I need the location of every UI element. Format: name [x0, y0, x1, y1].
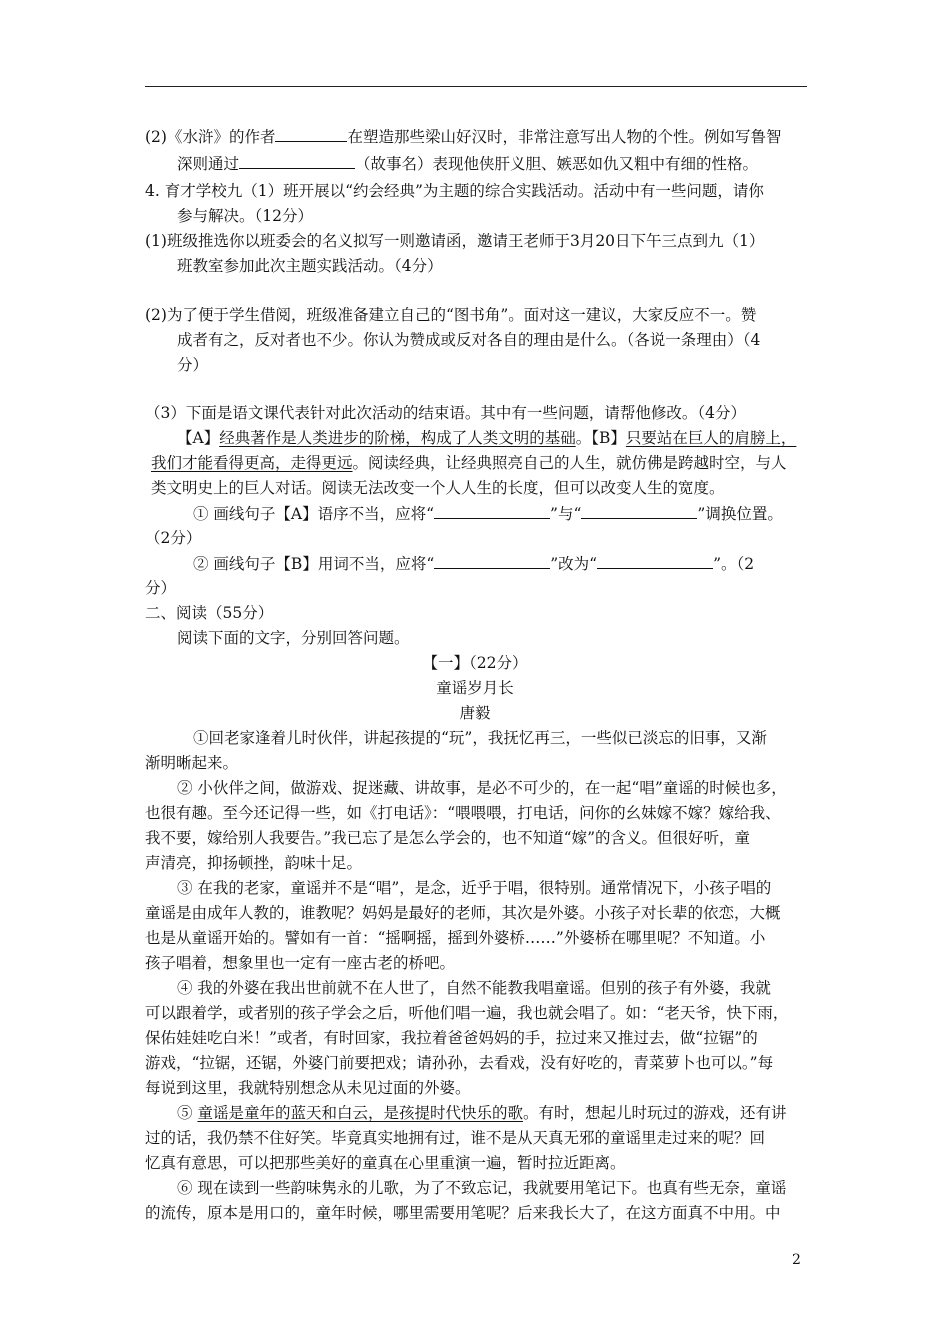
- paragraph-4-cont3: 游戏，“拉锯，还锯，外婆门前要把戏；请孙孙，去看戏，没有好吃的，青菜萝卜也可以。”每: [145, 1054, 774, 1072]
- sentence-b-underlined-cont: 我们才能看得更高，走得更远: [151, 454, 353, 472]
- paragraph-2-cont2: 我不要，嫁给别人我要告。”我已忘了是怎么学会的，也不知道“嫁”的含义。但很好听，童: [145, 829, 751, 847]
- q4-subquestion-2-score: 分）: [145, 579, 177, 597]
- q4-subquestion-1: ① 画线句子【A】语序不当，应将“ ”与“ ”调换位置。: [193, 505, 783, 523]
- section-heading: 二、阅读（55分）: [145, 604, 274, 622]
- q3-2-line2: 深则通过 （故事名）表现他侠肝义胆、嫉恶如仇又粗中有细的性格。: [177, 155, 759, 173]
- q4-part2-cont2: 分）: [177, 356, 209, 374]
- paragraph-2-cont3: 声清亮，抑扬顿挫，韵味十足。: [145, 854, 363, 872]
- paragraph-2-cont1: 也很有趣。至今还记得一些，如《打电话》：“喂喂喂，打电话，问你的幺妹嫁不嫁？嫁给我、: [145, 804, 781, 822]
- q4-intro-cont: 参与解决。（12分）: [177, 207, 313, 225]
- paragraph-5-cont2: 忆真有意思，可以把那些美好的童真在心里重演一遍，暂时拉近距离。: [145, 1154, 626, 1172]
- sentence-a-underlined: 经典著作是人类进步的阶梯，构成了人类文明的基础: [219, 429, 576, 447]
- paragraph-5-underlined: 童谣是童年的蓝天和白云，是孩提时代快乐的歌: [197, 1104, 523, 1122]
- q4-intro: 4. 育才学校九（1）班开展以“约会经典”为主题的综合实践活动。活动中有一些问题，请你: [145, 182, 764, 200]
- paragraph-2: ② 小伙伴之间，做游戏、捉迷藏、讲故事，是必不可少的，在一起“唱”童谣的时候也多，: [177, 779, 787, 797]
- q4-part1-cont: 班教室参加此次主题实践活动。（4分）: [177, 257, 443, 275]
- paragraph-5: ⑤ 童谣是童年的蓝天和白云，是孩提时代快乐的歌。有时，想起儿时玩过的游戏，还有讲: [177, 1104, 787, 1122]
- q4-part2-cont: 成者有之，反对者也不少。你认为赞成或反对各自的理由是什么。（各说一条理由）（4: [177, 331, 761, 349]
- paragraph-3-cont2: 也是从童谣开始的。譬如有一首：“摇啊摇，摇到外婆桥……”外婆桥在哪里呢？不知道。小: [145, 929, 766, 947]
- q4-part1: (1)班级推选你以班委会的名义拟写一则邀请函，邀请王老师于3月20日下午三点到九（1）: [145, 232, 765, 250]
- q4-part2: (2)为了便于学生借阅，班级准备建立自己的“图书角”。面对这一建议，大家反应不一。赞: [145, 306, 757, 324]
- paragraph-3-cont3: 孩子唱着，想象里也一定有一座古老的桥吧。: [145, 954, 456, 972]
- q4-part3-passage-line1: 【A】经典著作是人类进步的阶梯，构成了人类文明的基础。【B】只要站在巨人的肩膀上，: [177, 429, 797, 447]
- paragraph-4-cont4: 每说到这里，我就特别想念从未见过面的外婆。: [145, 1079, 471, 1097]
- paragraph-4-cont1: 可以跟着学，或者别的孩子学会之后，听他们唱一遍，我也就会唱了。如：“老天爷，快下雨，: [145, 1004, 789, 1022]
- q4-subquestion-2: ② 画线句子【B】用词不当，应将“ ”改为“ ”。（2: [193, 555, 755, 573]
- paragraph-6-cont1: 的流传，原本是用口的，童年时候，哪里需要用笔呢？后来我长大了，在这方面真不中用。中: [145, 1204, 781, 1222]
- paragraph-4-cont2: 保佑娃娃吃白米！”或者，有时回家，我拉着爸爸妈妈的手，拉过来又推过去，做“拉锯”的: [145, 1029, 758, 1047]
- swap-blank-2[interactable]: [581, 503, 697, 519]
- paragraph-6: ⑥ 现在读到一些韵味隽永的儿歌，为了不致忘记，我就要用笔记下。也真有些无奈，童谣: [177, 1179, 787, 1197]
- q4-subquestion-1-score: （2分）: [145, 529, 202, 547]
- paragraph-5-cont1: 过的话，我仍禁不住好笑。毕竟真实地拥有过，谁不是从天真无邪的童谣里走过来的呢？回: [145, 1129, 766, 1147]
- q4-part3-passage-line2: 我们才能看得更高，走得更远。阅读经典，让经典照亮自己的人生，就仿佛是跨越时空，与人: [151, 454, 787, 472]
- word-blank-1[interactable]: [434, 553, 550, 569]
- paragraph-3-cont1: 童谣是由成年人教的，谁教呢？妈妈是最好的老师，其次是外婆。小孩子对长辈的依恋，大概: [145, 904, 781, 922]
- header-rule: [145, 86, 807, 87]
- author-answer-blank[interactable]: [275, 126, 347, 142]
- sentence-b-underlined: 只要站在巨人的肩膀上，: [625, 429, 797, 447]
- q4-part3-passage-line3: 类文明史上的巨人对话。阅读无法改变一个人人生的长度，但可以改变人生的宽度。: [151, 479, 725, 497]
- paragraph-4: ④ 我的外婆在我出世前就不在人世了，自然不能教我唱童谣。但别的孩子有外婆，我就: [177, 979, 771, 997]
- paragraph-1-cont: 渐明晰起来。: [145, 754, 239, 772]
- part-label: 【一】（22分）: [422, 654, 528, 672]
- article-title: 童谣岁月长: [436, 679, 514, 697]
- paragraph-1: ①回老家逢着儿时伙伴，讲起孩提的“玩”，我抚忆再三，一些似已淡忘的旧事，又渐: [193, 729, 767, 747]
- page-number: 2: [792, 1252, 801, 1268]
- paragraph-3: ③ 在我的老家，童谣并不是“唱”，是念，近乎于唱，很特别。通常情况下，小孩子唱的: [177, 879, 772, 897]
- q3-2-line1: (2)《水浒》的作者 在塑造那些梁山好汉时，非常注意写出人物的个性。例如写鲁智: [145, 128, 782, 146]
- story-name-blank[interactable]: [239, 153, 355, 169]
- swap-blank-1[interactable]: [434, 503, 550, 519]
- word-blank-2[interactable]: [597, 553, 713, 569]
- q4-part3: （3）下面是语文课代表针对此次活动的结束语。其中有一些问题，请帮他修改。（4分）: [145, 404, 746, 422]
- article-author: 唐毅: [459, 704, 491, 722]
- reading-instruction: 阅读下面的文字，分别回答问题。: [177, 629, 410, 647]
